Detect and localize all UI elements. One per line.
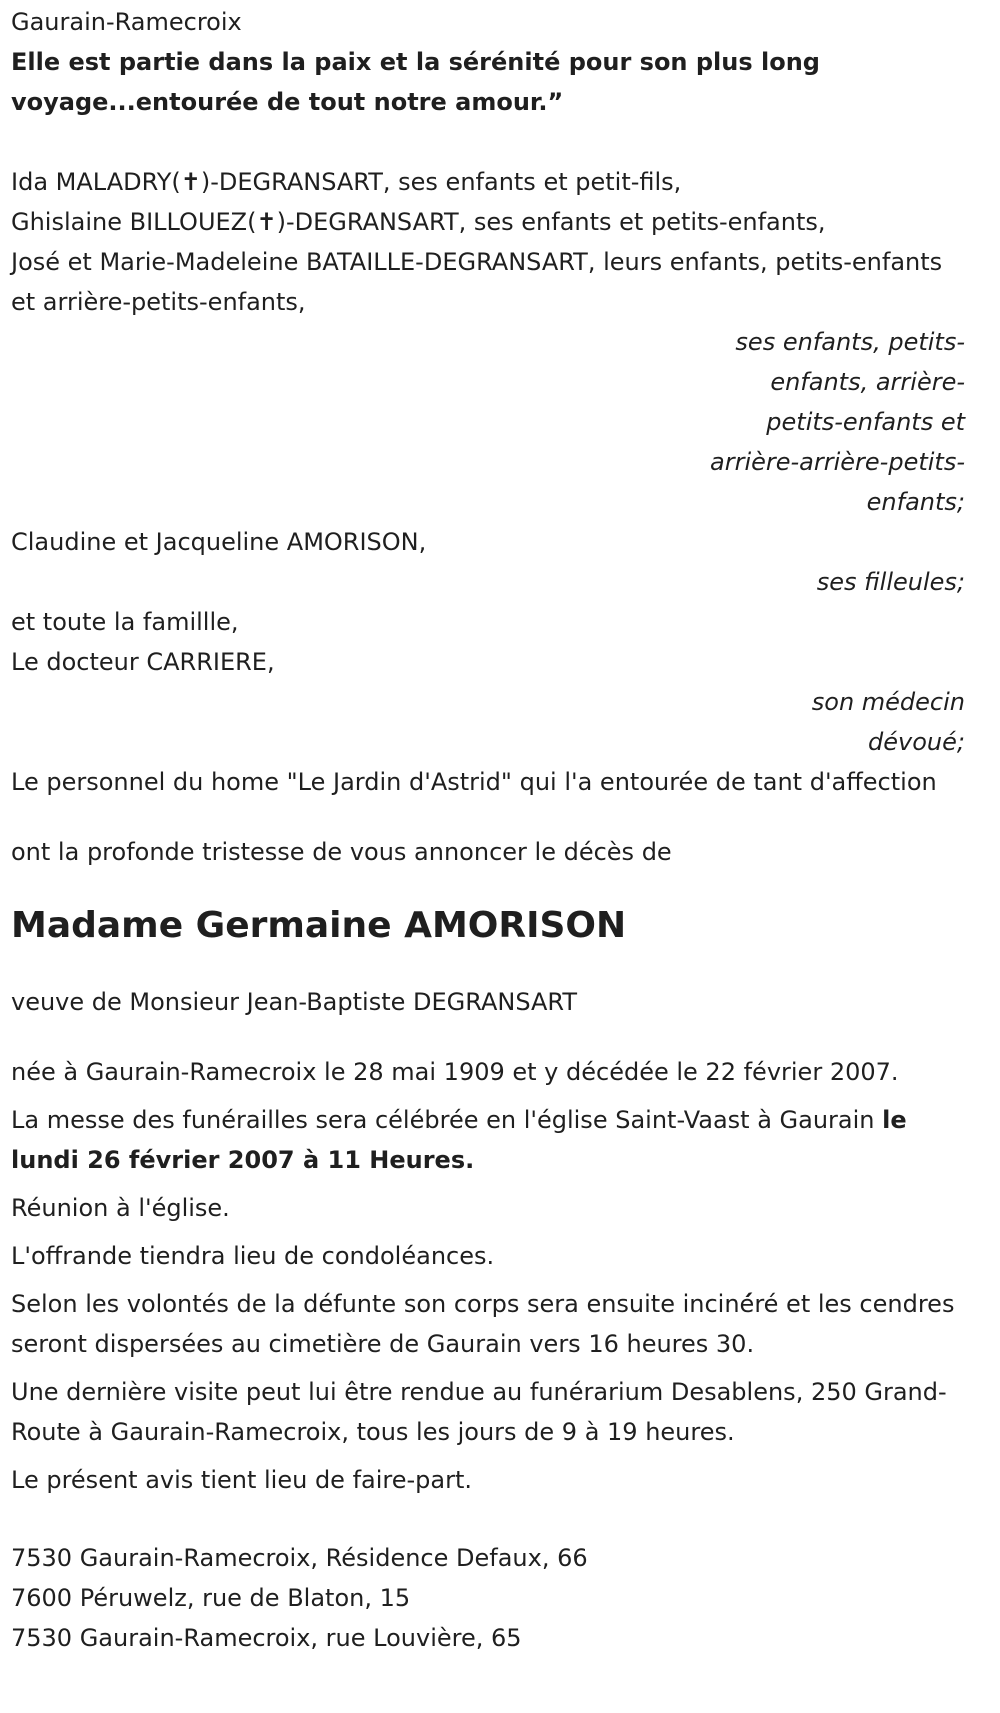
address: 7530 Gaurain-Ramecroix, Résidence Defaux, 66 <box>11 1544 588 1572</box>
offering: L'offrande tiendra lieu de condoléances. <box>11 1242 495 1270</box>
cremation: Selon les volontés de la défunte son corps sera ensuite inciné́ré et les cendres seront dispersées au cimetière de Gaurain vers 16 heures 30. <box>11 1290 955 1358</box>
goddaughters: Claudine et Jacqueline AMORISON, <box>11 528 427 556</box>
address: 7530 Gaurain-Ramecroix, rue Louvière, 65 <box>11 1624 522 1652</box>
family-line: Ida MALADRY(✝)-DEGRANSART, ses enfants et petit-fils, <box>11 168 682 196</box>
mass-date: le lundi 26 février 2007 à 11 Heures. <box>11 1106 907 1174</box>
birth-death: née à Gaurain-Ramecroix le 28 mai 1909 et y décédée le 22 février 2007. <box>11 1058 899 1086</box>
spacer <box>11 1022 965 1052</box>
spacer <box>11 1508 965 1538</box>
doctor: Le docteur CARRIERE, <box>11 648 275 676</box>
notice: Le présent avis tient lieu de faire-part. <box>11 1466 473 1494</box>
announcement: ont la profonde tristesse de vous annoncer le décès de <box>11 838 672 866</box>
spacer <box>11 122 965 162</box>
family-line: Ghislaine BILLOUEZ(✝)-DEGRANSART, ses enfants et petits-enfants, <box>11 208 826 236</box>
quote: Elle est partie dans la paix et la sérénité pour son plus long voyage...entourée de tout notre amour.” <box>11 48 820 116</box>
meeting: Réunion à l'église. <box>11 1194 230 1222</box>
widow-of: veuve de Monsieur Jean-Baptiste DEGRANSART <box>11 988 578 1016</box>
visit: Une dernière visite peut lui être rendue au funérarium Desablens, 250 Grand-Route à Gaurain-Ramecroix, tous les jours de 9 à 19 heures. <box>11 1378 947 1446</box>
role-doctor: son médecin dévoué; <box>811 688 965 756</box>
role-goddaughters: ses filleules; <box>816 568 965 596</box>
mass-info <box>11 1100 965 1180</box>
address: 7600 Péruwelz, rue de Blaton, 15 <box>11 1584 411 1612</box>
staff: Le personnel du home "Le Jardin d'Astrid" qui l'a entourée de tant d'affection <box>11 768 937 796</box>
family-all: et toute la famillle, <box>11 608 239 636</box>
role-children: ses enfants, petits-enfants, arrière-petits-enfants et arrière-arrière-petits-enfants; <box>710 328 965 516</box>
town-name: Gaurain-Ramecroix <box>11 8 242 36</box>
spacer <box>11 802 965 832</box>
mass-text: La messe des funérailles sera célébrée en l'église Saint-Vaast à Gaurain <box>11 1106 883 1134</box>
family-line: José et Marie-Madeleine BATAILLE-DEGRANSART, leurs enfants, petits-enfants et arrière-petits-enfants, <box>11 248 943 316</box>
deceased-name: Madame Germaine AMORISON <box>11 905 627 946</box>
